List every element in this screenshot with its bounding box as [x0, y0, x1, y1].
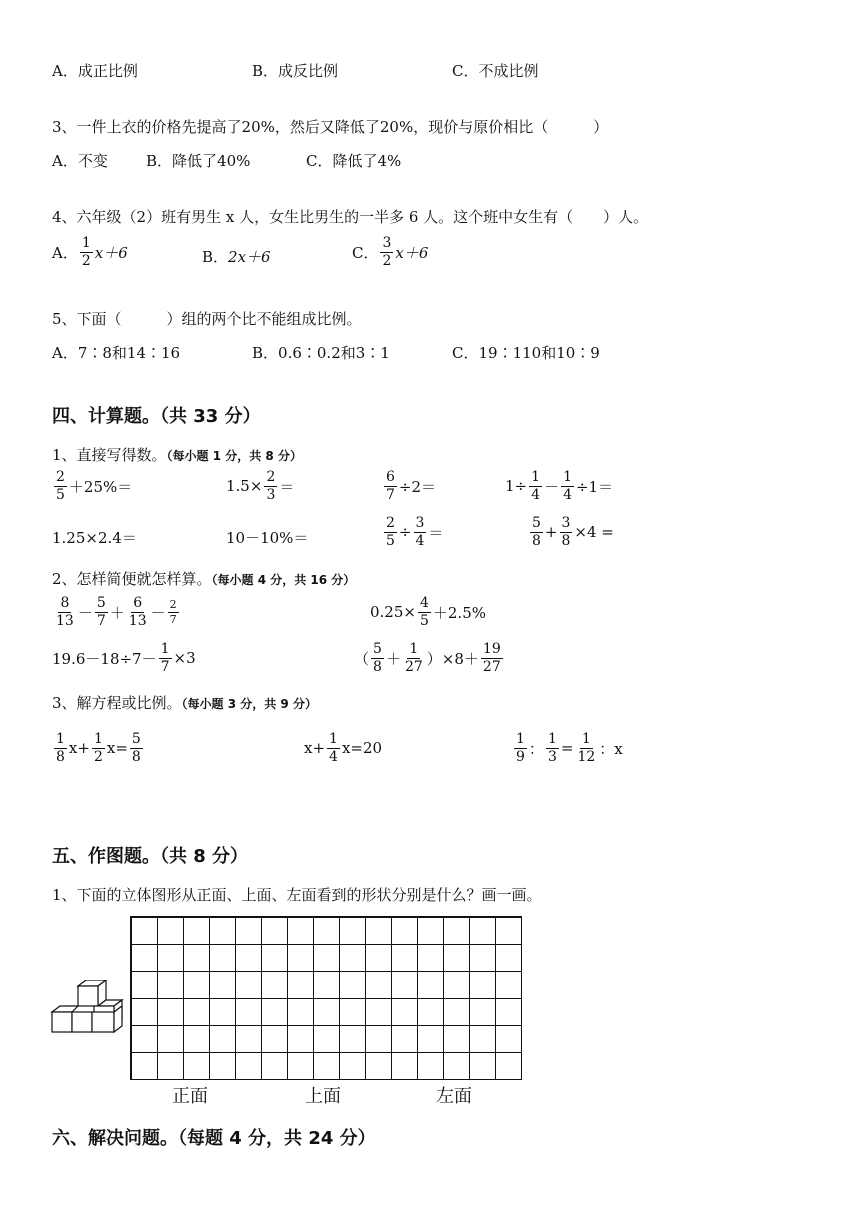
q3-option-a: A．不变	[52, 152, 108, 170]
section-6-title: 六、解决问题。（每题 4 分，共 24 分）	[52, 1128, 376, 1149]
part-1-title: 1、直接写得数。（每小题 1 分，共 8 分）	[52, 446, 302, 464]
calc-7: $\frac{2}{5}$ ÷ $\frac{3}{4}$ ＝	[386, 515, 444, 549]
drawing-question: 1、下面的立体图形从正面、上面、左面看到的形状分别是什么？画一画。	[52, 886, 542, 904]
q5-stem: 5、下面（ ）组的两个比不能组成比例。	[52, 310, 362, 328]
calc-4: 1÷ $\frac{1}{4}$ － $\frac{1}{4}$ ÷1＝	[505, 469, 614, 503]
q3-option-c: C．降低了4%	[306, 152, 402, 170]
drawing-grid[interactable]	[130, 916, 522, 1080]
calc-3: $\frac{6}{7}$ ÷2＝	[386, 469, 437, 503]
part-3-title: 3、解方程或比例。（每小题 3 分，共 9 分）	[52, 694, 317, 712]
q2-option-a: A．成正比例	[52, 62, 138, 80]
q4-option-b: B． 2x＋6	[202, 248, 271, 266]
q4-stem: 4、六年级（2）班有男生 x 人，女生比男生的一半多 6 人。这个班中女生有（ ）人。	[52, 208, 649, 226]
calc-1: $\frac{2}{5}$ ＋25%＝	[56, 469, 133, 503]
q4-option-c: C． $\frac{3}{2}$ x＋6	[352, 235, 429, 269]
q2-option-c: C．不成比例	[452, 62, 539, 80]
cube-figure	[50, 980, 126, 1038]
equation-1: $\frac{1}{8}$ x+ $\frac{1}{2}$ x= $\frac{5}{8}$	[56, 731, 141, 765]
equation-3: $\frac{1}{9}$ ： $\frac{1}{3}$ = $\frac{1}{12}$ ：x	[516, 731, 623, 765]
section-5-title: 五、作图题。（共 8 分）	[52, 846, 249, 867]
calc-8: $\frac{5}{8}$ + $\frac{3}{8}$ ×4 =	[532, 515, 614, 549]
simplify-2: 0.25× $\frac{4}{5}$ ＋2.5%	[370, 595, 486, 629]
q3-option-b: B．降低了40%	[146, 152, 251, 170]
simplify-4: （ $\frac{5}{8}$ ＋ $\frac{1}{27}$ ）×8＋ $\frac{19}{27}$	[354, 641, 501, 675]
view-label-top: 上面	[305, 1086, 341, 1107]
part-2-title: 2、怎样简便就怎样算。（每小题 4 分，共 16 分）	[52, 570, 356, 588]
calc-5: 1.25×2.4＝	[52, 529, 137, 547]
q2-option-b: B．成反比例	[252, 62, 339, 80]
simplify-3: 19.6－18÷7－ $\frac{1}{7}$ ×3	[52, 641, 196, 675]
q5-option-b: B．0.6∶0.2和3∶1	[252, 344, 390, 362]
q5-option-c: C．19∶110和10∶9	[452, 344, 600, 362]
view-label-front: 正面	[172, 1086, 208, 1107]
calc-6: 10－10%＝	[226, 529, 309, 547]
q5-option-a: A．7∶8和14∶16	[52, 344, 181, 362]
section-4-title: 四、计算题。（共 33 分）	[52, 406, 261, 427]
simplify-1: $\frac{8}{13}$ － $\frac{5}{7}$ ＋ $\frac{6}{13}$ － $\frac{2}{7}$	[56, 595, 177, 629]
view-label-left: 左面	[436, 1086, 472, 1107]
calc-2: 1.5× $\frac{2}{3}$ ＝	[226, 469, 295, 503]
q3-stem: 3、一件上衣的价格先提高了20%，然后又降低了20%，现价与原价相比（ ）	[52, 118, 609, 136]
equation-2: x+ $\frac{1}{4}$ x=20	[304, 731, 383, 765]
q4-option-a: A． $\frac{1}{2}$ x＋6	[52, 235, 128, 269]
